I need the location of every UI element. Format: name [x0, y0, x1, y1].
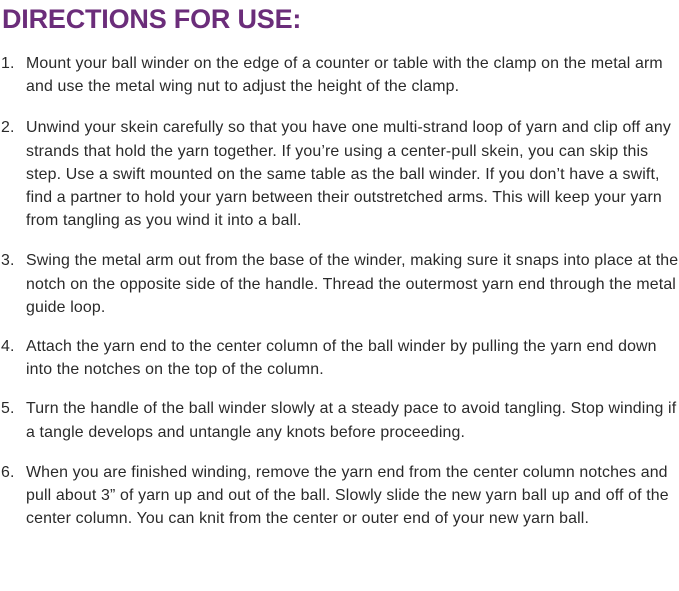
step-text: Mount your ball winder on the edge of a counter or table with the clamp on the metal arm and use the metal wing nut to adjust the height of the clamp.	[26, 55, 663, 96]
list-item-step-6	[0, 461, 679, 531]
step-text: When you are finished winding, remove the yarn end from the center column notches and pull about 3” of yarn up and out of the ball. Slowly slide the new yarn ball up and off of the center column. You can knit from the center or outer end of your new yarn ball.	[26, 463, 669, 528]
list-item-step-5	[0, 397, 679, 443]
step-number: 5.	[1, 400, 15, 418]
page-title: DIRECTIONS FOR USE:	[2, 4, 302, 34]
directions-list	[0, 52, 679, 546]
list-item-step-3	[0, 249, 679, 319]
step-text: Attach the yarn end to the center column of the ball winder by pulling the yarn end down into the notches on the top of the column.	[26, 338, 657, 379]
step-number: 6.	[1, 463, 15, 481]
step-number: 4.	[1, 338, 15, 356]
step-text: Unwind your skein carefully so that you have one multi-strand loop of yarn and clip off any strands that hold the yarn together. If you’re using a center-pull skein, you can skip this step. Use a swift mounted on the same table as the ball winder. If you don’t have a swift, find a partner to hold your yarn between their outstretched arms. This will keep your yarn from tangling as you wind it into a ball.	[26, 119, 671, 230]
list-item-step-1	[0, 52, 679, 98]
step-number: 1.	[1, 55, 15, 72]
step-text: Swing the metal arm out from the base of the winder, making sure it snaps into place at the notch on the opposite side of the handle. Thread the outermost yarn end through the metal guide loop.	[26, 252, 679, 316]
step-text: Turn the handle of the ball winder slowly at a steady pace to avoid tangling. Stop winding if a tangle develops and untangle any knots before proceeding.	[26, 400, 677, 441]
step-number: 2.	[1, 119, 15, 137]
list-item-step-2	[0, 116, 679, 232]
step-number: 3.	[1, 252, 15, 270]
list-item-step-4	[0, 335, 679, 381]
